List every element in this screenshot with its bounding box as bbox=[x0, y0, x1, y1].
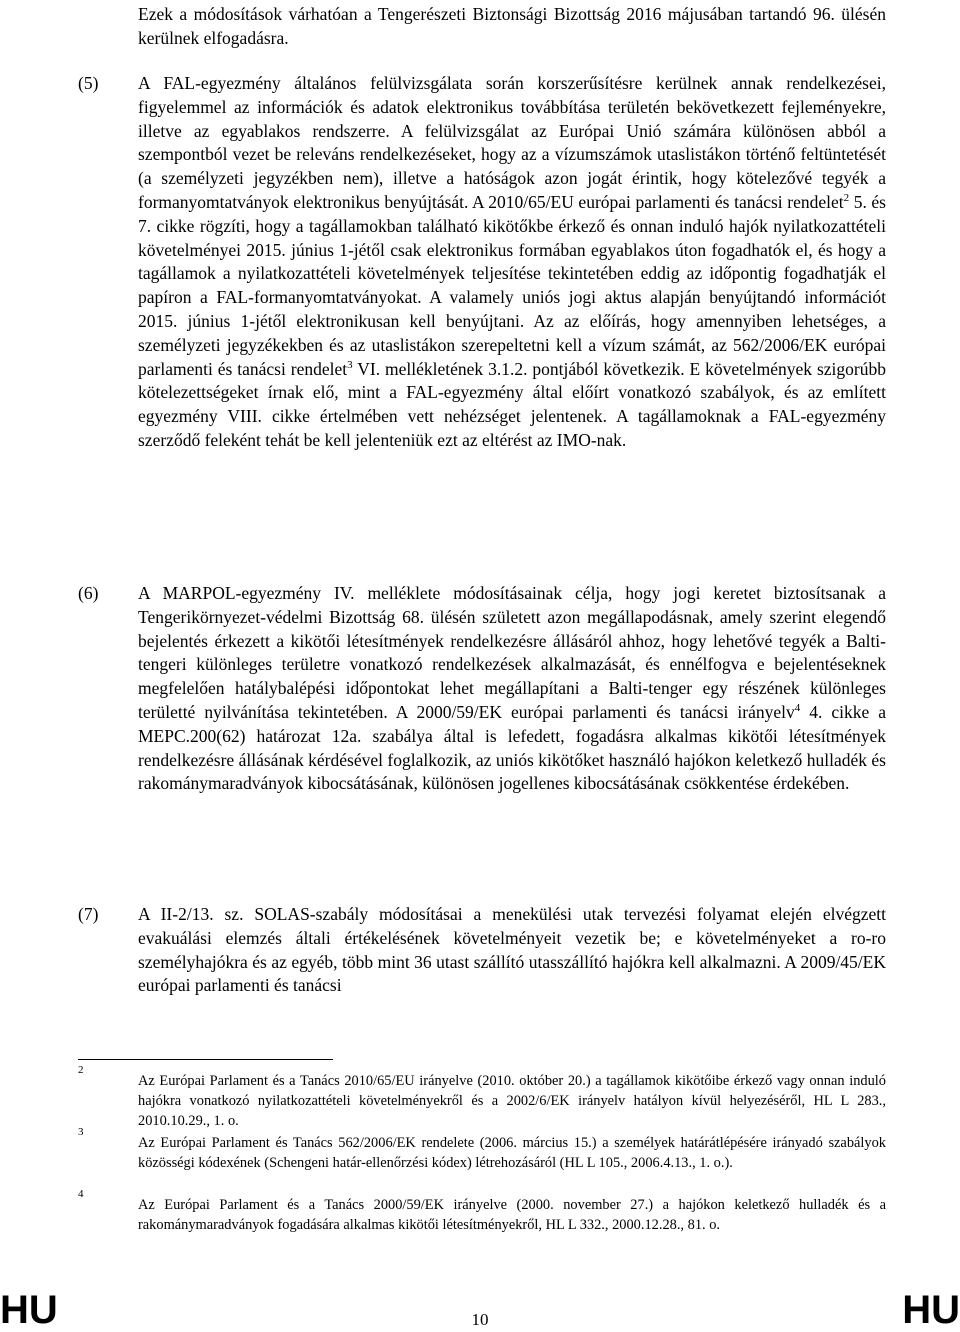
footnote-text: Az Európai Parlament és Tanács 562/2006/EK rendelete (2006. március 15.) a személyek határátlépésére irányadó szabályok közösségi kódexének (Schengeni határ-ellenőrzési kódex) létrehozásáról (HL L 105., 2006.4.13., 1. o.). bbox=[138, 1135, 886, 1171]
point-5 bbox=[78, 72, 886, 453]
intro-paragraph: Ezek a módosítások várhatóan a Tengerészeti Biztonsági Bizottság 2016 májusában tartandó 96. ülésén kerülnek elfogadásra. bbox=[138, 4, 886, 48]
language-code-right: HU bbox=[902, 1288, 960, 1332]
footnote bbox=[78, 1188, 886, 1235]
point-7 bbox=[78, 903, 886, 998]
footnote-number: 4 bbox=[78, 1188, 84, 1200]
point-number: (5) bbox=[78, 73, 99, 93]
footnote-text: Az Európai Parlament és a Tanács 2010/65/EU irányelve (2010. október 20.) a tagállamok kikötőibe érkező vagy onnan induló hajókra vonatkozó nyilatkozattételi követelményekről és a 2002/6/EK irányelv hatályon kívül helyezéséről, HL L 283., 2010.10.29., 1. o. bbox=[138, 1073, 886, 1129]
point-text: VI. mellékletének 3.1.2. pontjából következik. E követelmények szigorúbb kötelezettségeket írnak elő, mint a FAL-egyezmény által előírt vonatkozó szabályok, és az említett egyezmény VIII. cikke értelmében vett nehézséget jelentenek. A tagállamoknak a FAL-egyezmény szerződő feleként tehát be kell jelenteniük ezt az eltérést az IMO-nak. bbox=[138, 358, 886, 450]
footnote bbox=[78, 1126, 886, 1173]
footnote-ref: 4 bbox=[794, 702, 801, 715]
point-6 bbox=[78, 582, 886, 796]
page-number: 10 bbox=[471, 1310, 489, 1329]
point-number: (7) bbox=[78, 904, 99, 924]
footnote-ref: 3 bbox=[347, 358, 353, 371]
point-text: A FAL-egyezmény általános felülvizsgálata során korszerűsítésre kerülnek annak rendelkezései, figyelemmel az információk és adatok elektronikus továbbítása területén bekövetkezett fejleményekre, illetve az egyablakos rendszerre. A felülvizsgálat az Európai Unió számára különösen abból a szempontból vezet be releváns rendelkezéseket, hogy az a vízumszámok utaslistákon történő feltüntetését (a személyzeti jegyzékben nem), illetve a hatóságok azon jogát érintik, hogy kötelezővé tegyék a formanyomtatványok elektronikus benyújtását. A 2010/65/EU európai parlamenti és tanácsi rendelet bbox=[138, 73, 886, 212]
footnote-text: Az Európai Parlament és a Tanács 2000/59/EK irányelve (2000. november 27.) a hajókon keletkező hulladék és a rakománymaradványok fogadására alkalmas kikötői létesítményekről, HL L 332., 2000.12.28., 81. o. bbox=[138, 1197, 886, 1233]
point-number: (6) bbox=[78, 583, 99, 603]
language-code-left: HU bbox=[0, 1288, 58, 1332]
point-text: 5. és 7. cikke rögzíti, hogy a tagállamokban található kikötőkbe érkező és onnan induló hajók nyilatkozattételi követelményei 2015. június 1-jétől csak elektronikus formában egyablakos úton fogadhatók el, és hogy a tagállamok a nyilatkozattételi követelmények teljesítése tekintetében eddig az időpontig fogadhatják el papíron a FAL-formanyomtatványokat. A valamely uniós jogi aktus alapján benyújtandó információt 2015. június 1-jétől elektronikusan kell benyújtani. Az az előírás, hogy amennyiben lehetséges, a személyzeti jegyzékekben és az utaslistákon szerepeltetni kell a vízum számát, az 562/2006/EK európai parlamenti és tanácsi rendelet bbox=[138, 191, 886, 379]
point-text: A MARPOL-egyezmény IV. melléklete módosításainak célja, hogy jogi keretet biztosítsanak a Tengerikörnyezet-védelmi Bizottság 68. ülésén született azon megállapodásnak, amely szerint elegendő bejelentés érkezett a kikötői létesítmények rendelkezésre állásáról ahhoz, hogy lehetővé tegyék a Balti-tengeri különleges területre vonatkozó rendelkezések alkalmazását, és ennélfogva e bejelentéseknek megfelelően hatálybalépési időpontokat lehet megállapítani a Balti-tenger egy részének különleges területté nyilvánítása tekintetében. A 2000/59/EK európai parlamenti és tanácsi irányelv bbox=[138, 583, 886, 722]
footnote-ref: 2 bbox=[843, 192, 850, 205]
footnote bbox=[78, 1064, 886, 1131]
footnote-number: 3 bbox=[78, 1126, 84, 1138]
point-text: A II-2/13. sz. SOLAS-szabály módosításai a menekülési utak tervezési folyamat elején elvégzett evakuálási elemzés általi értékelésének követelményeit vezetik be; e követelményeket a ro-ro személyhajókra és az egyéb, több mint 36 utast szállító utasszállító hajókra kell alkalmazni. A 2009/45/EK európai parlamenti és tanácsi bbox=[138, 904, 886, 996]
footnote-divider bbox=[78, 1059, 333, 1060]
footnote-number: 2 bbox=[78, 1064, 84, 1076]
point-body bbox=[138, 72, 886, 453]
point-body bbox=[138, 903, 886, 998]
point-text: 4. cikke a MEPC.200(62) határozat 12a. szabálya által is lefedett, fogadásra alkalmas kikötői létesítmények rendelkezésre állásának kérdésével foglalkozik, az uniós kikötőket használó hajókon keletkező hulladék és rakománymaradványok kibocsátásának, különösen jogellenes kibocsátásának csökkentése érdekében. bbox=[138, 701, 887, 794]
point-body bbox=[138, 582, 886, 796]
